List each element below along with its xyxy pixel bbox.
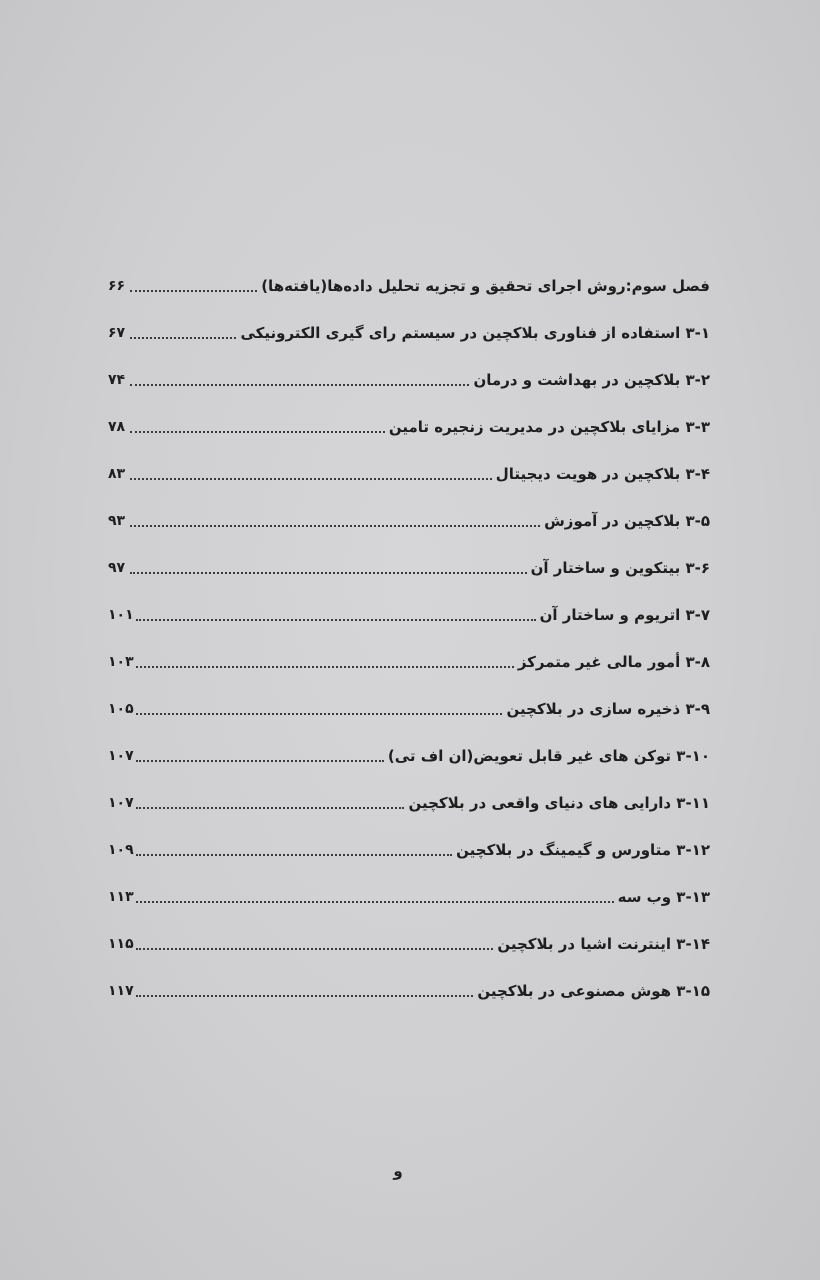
dot-leader bbox=[130, 417, 385, 433]
toc-entry-title: ۳-۳ مزایای بلاکچین در مدیریت زنجیره تامین bbox=[388, 417, 710, 436]
toc-entry-title: ۳-۴ بلاکچین در هویت دیجیتال bbox=[495, 464, 710, 483]
toc-entry-title: ۳-۹ ذخیره سازی در بلاکچین bbox=[506, 699, 710, 718]
toc-entry-title: ۳-۷ اتریوم و ساختار آن bbox=[539, 605, 710, 624]
toc-entry bbox=[108, 638, 710, 685]
table-of-contents bbox=[108, 262, 710, 1014]
dot-leader bbox=[130, 558, 527, 574]
toc-entry-title: ۳-۲ بلاکچین در بهداشت و درمان bbox=[473, 370, 710, 389]
toc-entry-page: ۷۸ bbox=[108, 418, 126, 435]
toc-entry-title: ۳-۶ بیتکوین و ساختار آن bbox=[530, 558, 710, 577]
toc-entry bbox=[108, 779, 710, 826]
dot-leader bbox=[136, 699, 503, 715]
dot-leader bbox=[136, 981, 474, 997]
toc-entry-page: ۱۱۷ bbox=[108, 982, 134, 999]
dot-leader bbox=[130, 323, 236, 339]
toc-entry bbox=[108, 685, 710, 732]
dot-leader bbox=[136, 605, 536, 621]
toc-entry-title: ۳-۸ أمور مالی غیر متمرکز bbox=[517, 652, 710, 671]
toc-entry bbox=[108, 591, 710, 638]
toc-entry bbox=[108, 262, 710, 309]
toc-entry-page: ۹۳ bbox=[108, 512, 126, 529]
dot-leader bbox=[130, 370, 469, 386]
dot-leader bbox=[130, 464, 492, 480]
toc-entry bbox=[108, 920, 710, 967]
toc-entry-page: ۱۰۷ bbox=[108, 794, 134, 811]
toc-entry-title: ۳-۱۴ اینترنت اشیا در بلاکچین bbox=[497, 934, 710, 953]
toc-entry-page: ۷۴ bbox=[108, 371, 126, 388]
toc-entry-title: ۳-۱۵ هوش مصنوعی در بلاکچین bbox=[477, 981, 710, 1000]
toc-entry-title: ۳-۵ بلاکچین در آموزش bbox=[544, 511, 710, 530]
toc-entry-title: ۳-۱۲ متاورس و گیمینگ در بلاکچین bbox=[456, 840, 710, 859]
toc-entry bbox=[108, 356, 710, 403]
toc-entry-title: ۳-۱۱ دارایی های دنیای واقعی در بلاکچین bbox=[408, 793, 710, 812]
toc-entry bbox=[108, 826, 710, 873]
toc-entry-page: ۱۰۳ bbox=[108, 653, 134, 670]
toc-entry-title: ۳-۱۳ وب سه bbox=[617, 887, 710, 906]
dot-leader bbox=[136, 934, 494, 950]
dot-leader bbox=[130, 276, 257, 292]
toc-entry bbox=[108, 732, 710, 779]
toc-entry bbox=[108, 450, 710, 497]
toc-entry bbox=[108, 403, 710, 450]
toc-entry-page: ۱۰۷ bbox=[108, 747, 134, 764]
dot-leader bbox=[130, 511, 540, 527]
dot-leader bbox=[136, 652, 514, 668]
toc-entry bbox=[108, 873, 710, 920]
page-number: و bbox=[393, 1162, 403, 1180]
toc-entry-page: ۱۰۹ bbox=[108, 841, 134, 858]
dot-leader bbox=[136, 840, 453, 856]
toc-entry-page: ۶۶ bbox=[108, 277, 126, 294]
toc-entry bbox=[108, 544, 710, 591]
dot-leader bbox=[136, 746, 384, 762]
dot-leader bbox=[136, 887, 614, 903]
toc-entry-page: ۸۳ bbox=[108, 465, 126, 482]
toc-entry-page: ۶۷ bbox=[108, 324, 126, 341]
toc-entry-title: ۳-۱ استفاده از فناوری بلاکچین در سیستم رای گیری الکترونیکی bbox=[240, 323, 710, 342]
toc-entry bbox=[108, 309, 710, 356]
toc-entry-title: فصل سوم:روش اجرای تحقیق و تجزیه تحلیل داده‌ها(یافته‌ها) bbox=[261, 276, 710, 295]
toc-entry bbox=[108, 497, 710, 544]
toc-entry-page: ۱۰۱ bbox=[108, 606, 134, 623]
toc-entry-page: ۱۱۳ bbox=[108, 888, 134, 905]
toc-entry-page: ۱۰۵ bbox=[108, 700, 134, 717]
toc-entry-title: ۳-۱۰ توکن های غیر قابل تعویض(ان اف تی) bbox=[387, 746, 710, 765]
toc-entry bbox=[108, 967, 710, 1014]
dot-leader bbox=[136, 793, 405, 809]
toc-entry-page: ۱۱۵ bbox=[108, 935, 134, 952]
toc-entry-page: ۹۷ bbox=[108, 559, 126, 576]
